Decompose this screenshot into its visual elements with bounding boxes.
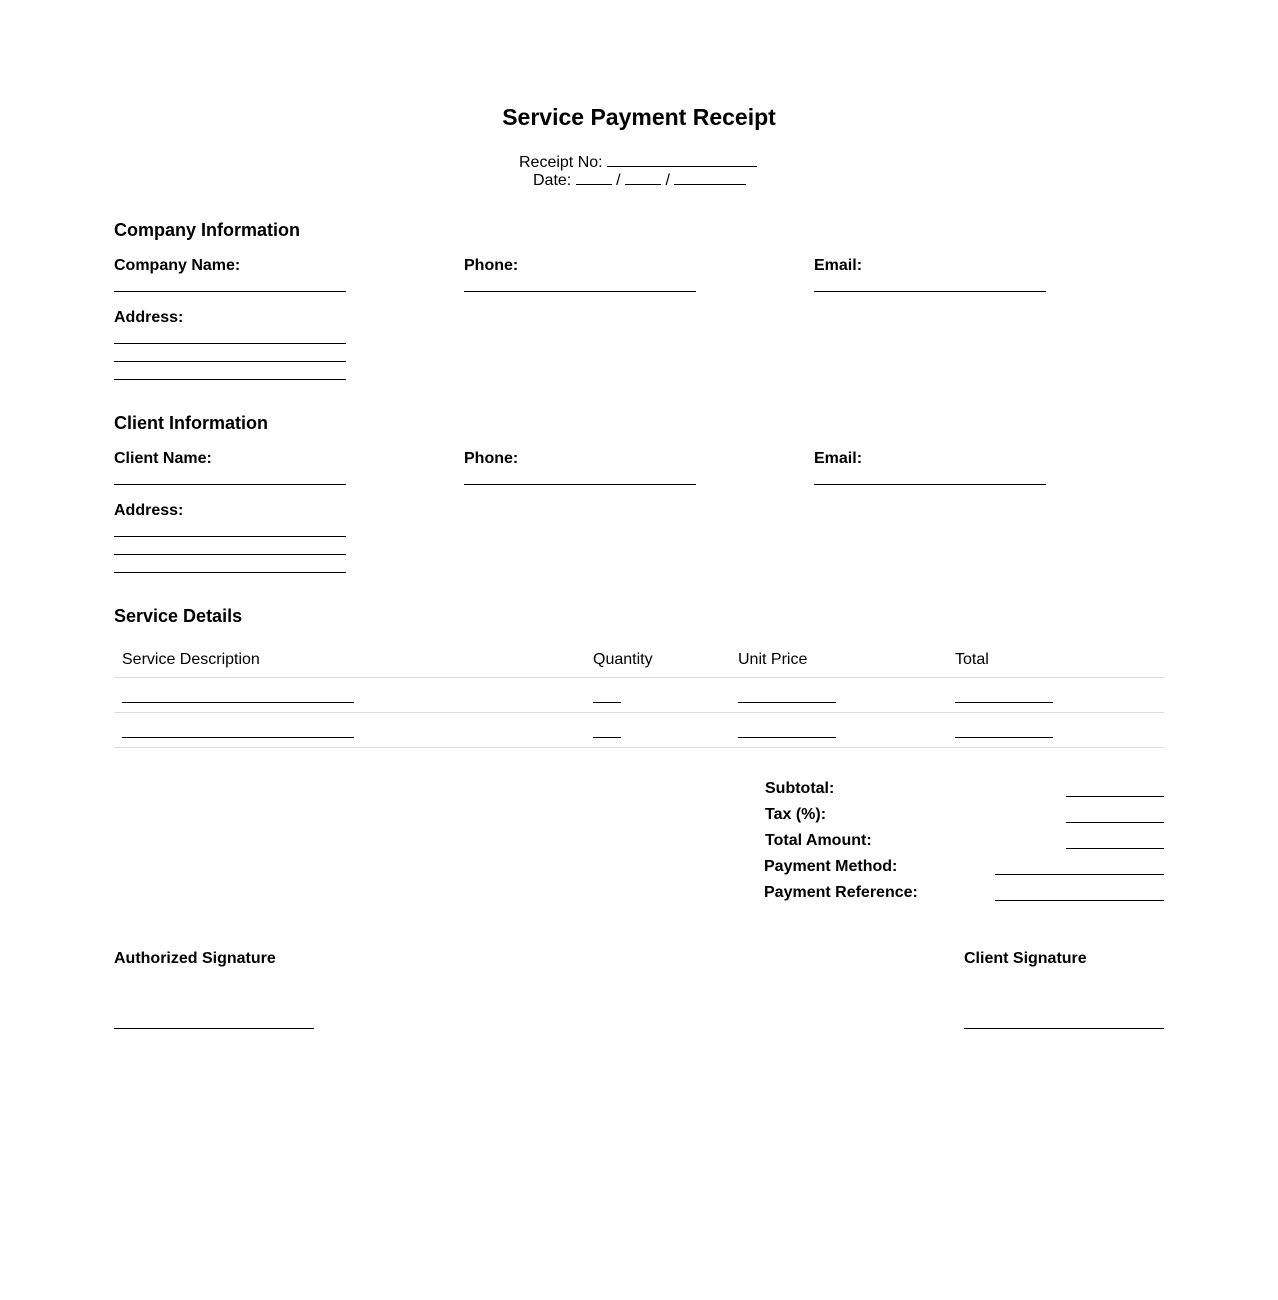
company-address-label: Address: xyxy=(114,309,184,326)
row-unit-price-field[interactable] xyxy=(738,702,836,703)
date-month-field[interactable] xyxy=(576,170,612,185)
row-quantity-field[interactable] xyxy=(593,702,621,703)
row-quantity-field[interactable] xyxy=(593,737,621,738)
company-email-label: Email: xyxy=(814,257,863,274)
authorized-signature-field[interactable] xyxy=(114,1028,314,1029)
total-amount-field[interactable] xyxy=(1066,848,1164,849)
page-title: Service Payment Receipt xyxy=(502,104,776,130)
row-total-field[interactable] xyxy=(955,737,1053,738)
payment-method-field[interactable] xyxy=(995,874,1164,875)
row-description-field[interactable] xyxy=(122,737,354,738)
table-divider xyxy=(114,677,1164,678)
total-amount-label: Total Amount: xyxy=(765,832,872,849)
service-heading: Service Details xyxy=(114,606,243,626)
table-divider xyxy=(114,712,1164,713)
date-separator: / xyxy=(616,172,621,189)
client-address-line[interactable] xyxy=(114,572,346,573)
subtotal-field[interactable] xyxy=(1066,796,1164,797)
column-header-total: Total xyxy=(955,651,989,668)
company-email-field[interactable] xyxy=(814,291,1046,292)
company-address-line[interactable] xyxy=(114,361,346,362)
company-heading: Company Information xyxy=(114,220,301,240)
client-name-label: Client Name: xyxy=(114,450,212,467)
date-separator: / xyxy=(665,172,670,189)
payment-reference-label: Payment Reference: xyxy=(764,884,918,901)
row-description-field[interactable] xyxy=(122,702,354,703)
company-phone-field[interactable] xyxy=(464,291,696,292)
client-phone-label: Phone: xyxy=(464,450,519,467)
client-address-line[interactable] xyxy=(114,536,346,537)
client-name-field[interactable] xyxy=(114,484,346,485)
company-address-line[interactable] xyxy=(114,379,346,380)
client-address-label: Address: xyxy=(114,502,184,519)
client-phone-field[interactable] xyxy=(464,484,696,485)
client-signature-field[interactable] xyxy=(964,1028,1164,1029)
company-name-label: Company Name: xyxy=(114,257,241,274)
payment-reference-field[interactable] xyxy=(995,900,1164,901)
date-day-field[interactable] xyxy=(625,170,661,185)
company-name-field[interactable] xyxy=(114,291,346,292)
receipt-no-label: Receipt No: xyxy=(519,154,603,171)
company-address-line[interactable] xyxy=(114,343,346,344)
column-header-unit-price: Unit Price xyxy=(738,651,808,668)
client-address-line[interactable] xyxy=(114,554,346,555)
receipt-no-row xyxy=(519,152,757,172)
tax-field[interactable] xyxy=(1066,822,1164,823)
client-heading: Client Information xyxy=(114,413,268,433)
company-phone-label: Phone: xyxy=(464,257,519,274)
row-unit-price-field[interactable] xyxy=(738,737,836,738)
date-row xyxy=(533,170,746,190)
table-divider xyxy=(114,747,1164,748)
subtotal-label: Subtotal: xyxy=(765,780,835,797)
client-email-field[interactable] xyxy=(814,484,1046,485)
date-year-field[interactable] xyxy=(674,170,746,185)
column-header-quantity: Quantity xyxy=(593,651,653,668)
tax-label: Tax (%): xyxy=(765,806,827,823)
row-total-field[interactable] xyxy=(955,702,1053,703)
column-header-description: Service Description xyxy=(122,651,260,668)
payment-method-label: Payment Method: xyxy=(764,858,898,875)
date-label: Date: xyxy=(533,172,572,189)
client-signature-label: Client Signature xyxy=(964,950,1087,967)
client-email-label: Email: xyxy=(814,450,863,467)
receipt-no-field[interactable] xyxy=(607,152,757,167)
authorized-signature-label: Authorized Signature xyxy=(114,950,276,967)
